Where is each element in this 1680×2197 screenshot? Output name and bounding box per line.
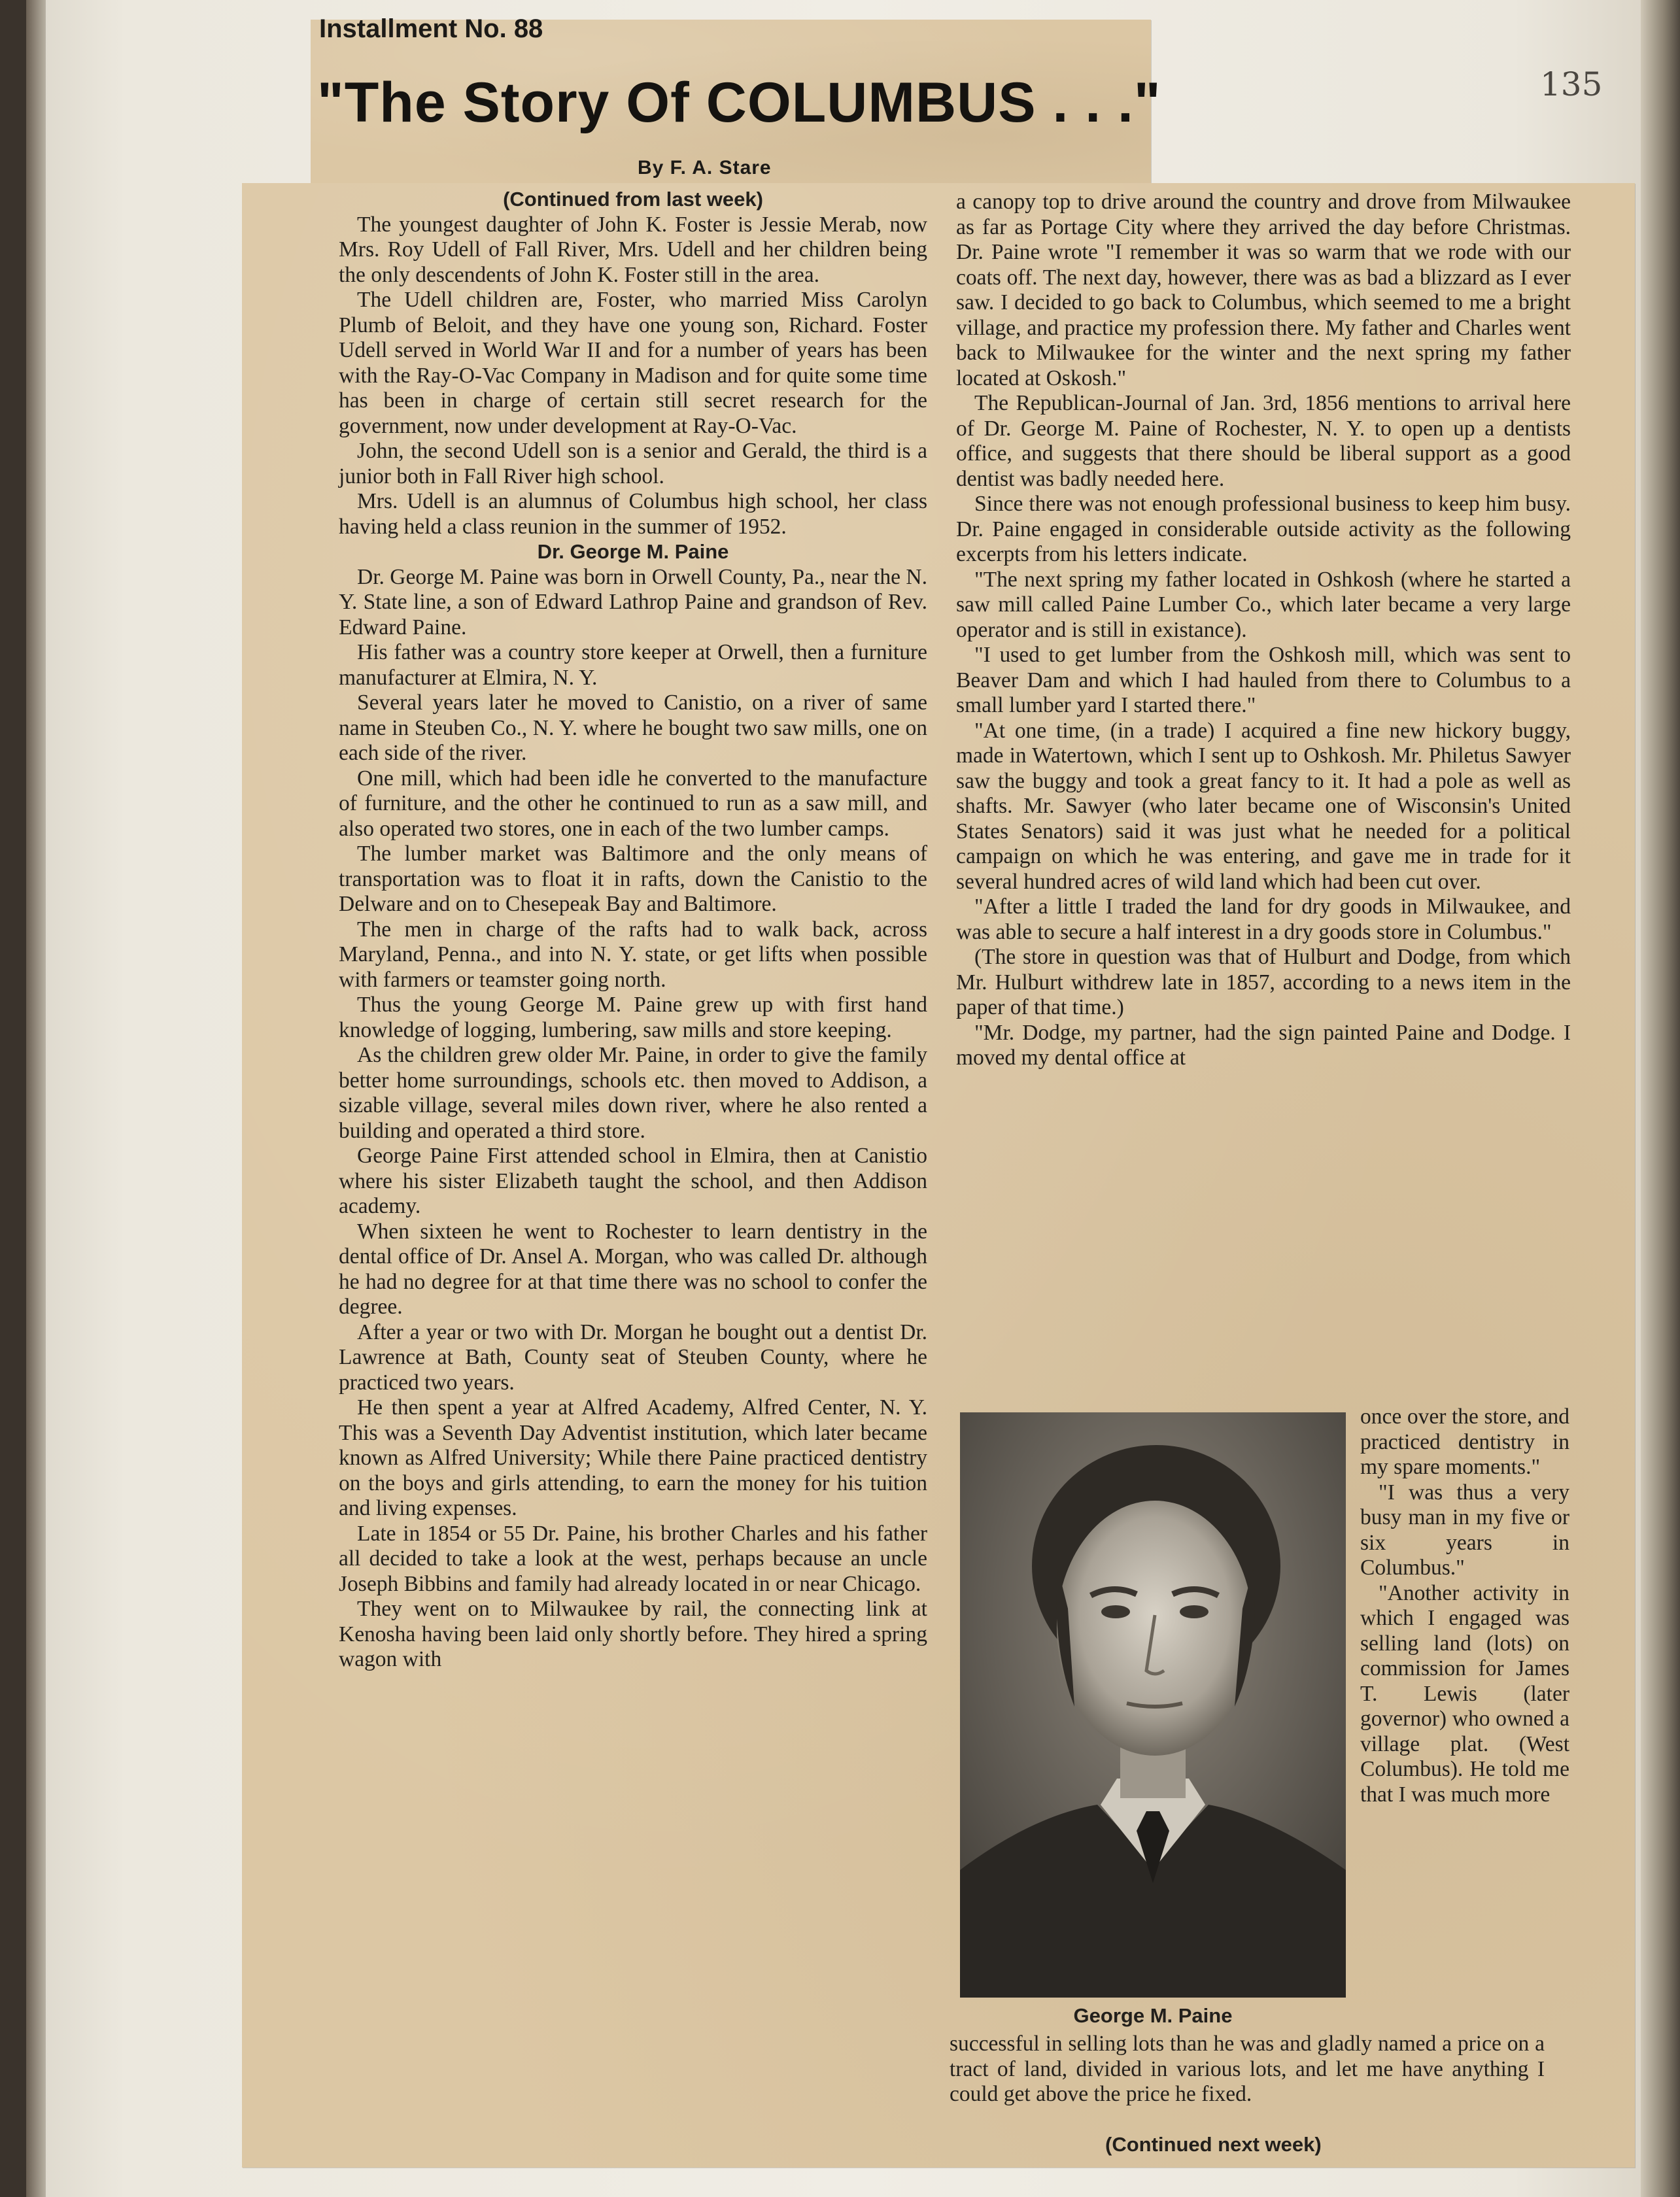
paragraph: As the children grew older Mr. Paine, in order to give the family better home surroundings, schools etc. then moved to Addison, a sizable village, several miles down river, where he also rented a building and operated a third store. <box>339 1043 927 1143</box>
paragraph: The lumber market was Baltimore and the only means of transportation was to float it in rafts, down the Canistio to the Delware and on to Chesepeak Bay and Baltimore. <box>339 842 927 916</box>
paragraph: Dr. George M. Paine was born in Orwell County, Pa., near the N. Y. State line, a son of Edward Lathrop Paine and grandson of Rev. Edward Paine. <box>339 564 927 639</box>
paragraph: After a year or two with Dr. Morgan he bought out a dentist Dr. Lawrence at Bath, County seat of Steuben County, where he practiced two years. <box>339 1320 927 1395</box>
paragraph: "After a little I traded the land for dry goods in Milwaukee, and was able to secure a half interest in a dry goods store in Columbus." <box>956 894 1571 944</box>
paragraph: "At one time, (in a trade) I acquired a fine new hickory buggy, made in Watertown, which I sent up to Oshkosh. Mr. Philetus Sawyer saw the buggy and took a great fancy to it. It had a pole as well as shafts. Mr. Sawyer (who later became one of Wisconsin's United States Senators) said it was just what he needed for a political campaign on which he was entering, and gave me in trade for it several hundred acres of wild land which had been cut over. <box>956 718 1571 894</box>
paragraph: "I was thus a very busy man in my five or six years in Columbus." <box>1360 1480 1569 1580</box>
article-column-right <box>956 190 1571 1071</box>
paragraph: One mill, which had been idle he converted to the manufacture of furniture, and the other he continued to run as a saw mill, and also operated two stores, one in each of the two lumber camps. <box>339 766 927 841</box>
headline: "The Story Of COLUMBUS . . ." <box>317 71 1161 134</box>
paragraph: "I used to get lumber from the Oshkosh mill, which was sent to Beaver Dam and which I had hauled from there to Columbus to a small lumber yard I started there." <box>956 643 1571 717</box>
paragraph: The youngest daughter of John K. Foster is Jessie Merab, now Mrs. Roy Udell of Fall River, Mrs. Udell and her children being the only descendents of John K. Foster still in the area. <box>339 212 927 287</box>
continued-from-label: (Continued from last week) <box>503 188 763 211</box>
paragraph: When sixteen he went to Rochester to learn dentistry in the dental office of Dr. Ansel A. Morgan, who was called Dr. although he had no degree for at that time there was no school to confer the degree. <box>339 1219 927 1319</box>
paragraph: He then spent a year at Alfred Academy, Alfred Center, N. Y. This was a Seventh Day Adventist institution, which later became known as Alfred University; While there Paine practiced dentistry on the boys and girls attending, to earn the money for his tuition and living expenses. <box>339 1395 927 1520</box>
page-number: 135 <box>1540 65 1603 103</box>
continued-next-label: (Continued next week) <box>1105 2133 1322 2156</box>
paragraph: The men in charge of the rafts had to walk back, across Maryland, Penna., and into N. Y. state, or get lifts when possible with farmers or teamster going north. <box>339 917 927 992</box>
paragraph: "Another activity in which I engaged was selling land (lots) on commission for James T. Lewis (later governor) who owned a village plat. (West Columbus). He told me that I was much more <box>1360 1580 1569 1807</box>
paragraph: George Paine First attended school in Elmira, then at Canistio where his sister Elizabeth taught the school, and then Addison academy. <box>339 1144 927 1218</box>
article-column-right-bottom <box>950 2032 1545 2107</box>
paragraph: Since there was not enough professional business to keep him busy. Dr. Paine engaged in considerable outside activity as the following excerpts from his letters indicate. <box>956 492 1571 566</box>
paragraph: "The next spring my father located in Oshkosh (where he started a saw mill called Paine Lumber Co., which later became a very large operator and is still in existance). <box>956 567 1571 642</box>
article-column-right-narrow <box>1360 1405 1569 1807</box>
portrait-image <box>960 1412 1346 1998</box>
paragraph: Mrs. Udell is an alumnus of Columbus high school, her class having held a class reunion in the summer of 1952. <box>339 489 927 539</box>
page-stack-edge <box>1641 0 1680 2197</box>
subheading: Dr. George M. Paine <box>537 540 729 563</box>
paragraph: a canopy top to drive around the country and drove from Milwaukee as far as Portage City where they arrived the day before Christmas. Dr. Paine wrote "I remember it was so warm that we rode with our coats off. The next day, however, there was as bad a blizzard as I ever saw. I decided to go back to Columbus, which seemed to me a bright village, and practice my profession there. My father and Charles went back to Milwaukee for the winter and the next spring my father located at Oskosh." <box>956 190 1571 390</box>
portrait-photo <box>960 1412 1346 1998</box>
paragraph: John, the second Udell son is a senior and Gerald, the third is a junior both in Fall River high school. <box>339 439 927 488</box>
paragraph: The Udell children are, Foster, who married Miss Carolyn Plumb of Beloit, and they have one young son, Richard. Foster Udell served in World War II and for a number of years has been with the Ray-O-Vac Company in Madison and for quite some time has been in charge of certain still secret research for the government, now under development at Ray-O-Vac. <box>339 288 927 438</box>
installment-label: Installment No. 88 <box>319 14 543 43</box>
article-column-left <box>339 187 927 1673</box>
paragraph: Late in 1854 or 55 Dr. Paine, his brother Charles and his father all decided to take a look at the west, perhaps because an uncle Joseph Bibbins and family had already located in or near Chicago. <box>339 1521 927 1596</box>
paragraph: The Republican-Journal of Jan. 3rd, 1856 mentions to arrival here of Dr. George M. Paine of Rochester, N. Y. to open up a dentists office, and suggests that there should be liberal support as a good dentist was badly needed here. <box>956 391 1571 491</box>
paragraph: (The store in question was that of Hulburt and Dodge, from which Mr. Hulburt withdrew late in 1857, according to a news item in the paper of that time.) <box>956 945 1571 1019</box>
paragraph: successful in selling lots than he was and gladly named a price on a tract of land, divided in various lots, and let me have anything I could get above the price he fixed. <box>950 2032 1545 2106</box>
paragraph: "Mr. Dodge, my partner, had the sign painted Paine and Dodge. I moved my dental office at <box>956 1020 1571 1070</box>
binding-edge <box>26 0 46 2197</box>
paragraph: once over the store, and practiced dentistry in my spare moments." <box>1360 1405 1569 1479</box>
paragraph: Thus the young George M. Paine grew up with first hand knowledge of logging, lumbering, saw mills and store keeping. <box>339 993 927 1042</box>
photo-caption: George M. Paine <box>1073 2004 1233 2027</box>
paragraph: His father was a country store keeper at Orwell, then a furniture manufacturer at Elmira, N. Y. <box>339 640 927 690</box>
byline: By F. A. Stare <box>638 157 772 179</box>
paragraph: Several years later he moved to Canistio, on a river of same name in Steuben Co., N. Y. where he bought two saw mills, one on each side of the river. <box>339 690 927 765</box>
paragraph: They went on to Milwaukee by rail, the connecting link at Kenosha having been laid only shortly before. They hired a spring wagon with <box>339 1597 927 1671</box>
